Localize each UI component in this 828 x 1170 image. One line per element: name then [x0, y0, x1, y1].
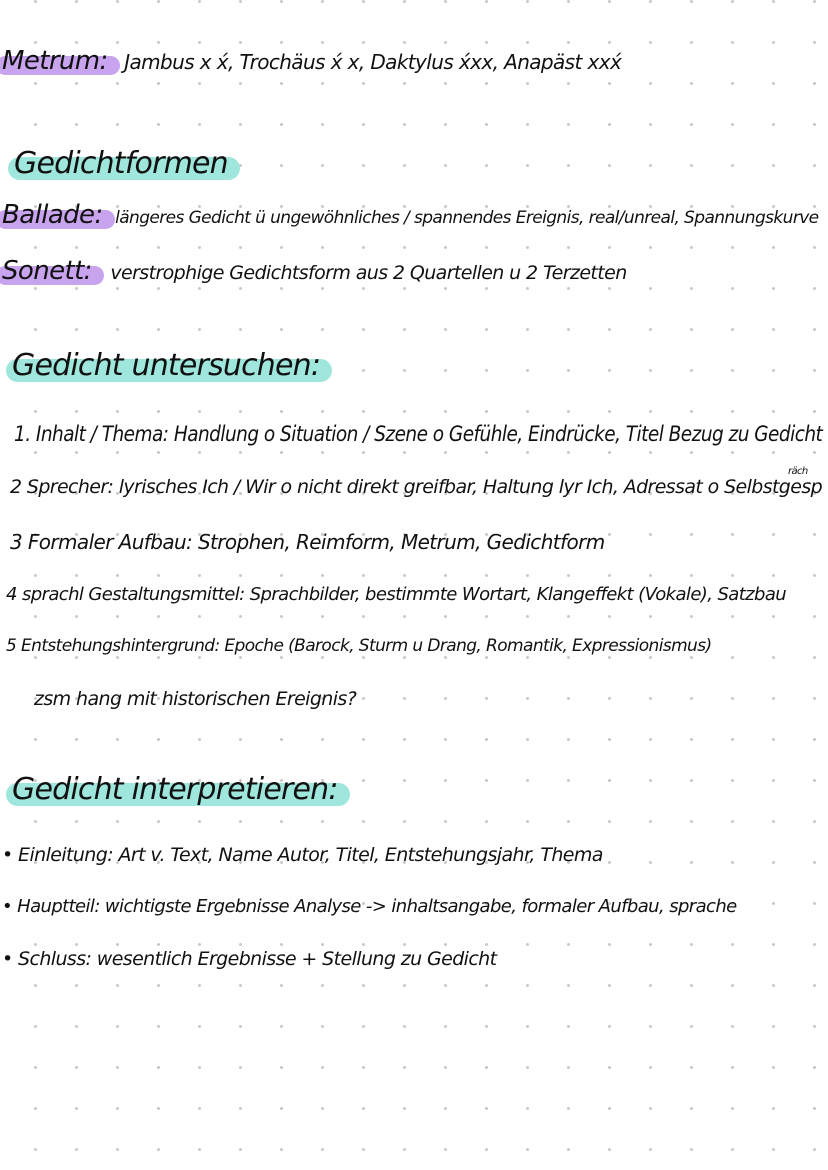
ballade-text: längeres Gedicht ü ungewöhnliches / spannendes Ereignis, real/unreal, Spannungskurve [115, 208, 819, 228]
gedichtformen-heading: Gedichtformen [12, 146, 234, 181]
interpretieren-item-2: • Hauptteil: wichtigste Ergebnisse Analyse -> inhaltsangabe, formaler Aufbau, sprache [2, 896, 737, 917]
interpretieren-heading: Gedicht interpretieren: [10, 772, 344, 807]
sonett-text: verstrophige Gedichtsform aus 2 Quartellen u 2 Terzetten [110, 262, 627, 284]
ballade-label: Ballade: [0, 200, 109, 230]
untersuchen-item-5: 5 Entstehungshintergrund: Epoche (Barock, Sturm u Drang, Romantik, Expressionismus) [6, 636, 712, 656]
metrum-text: Jambus x x́, Trochäus x́ x, Daktylus x́xx, Anapäst xxx́ [124, 50, 622, 74]
metrum-label: Metrum: [0, 46, 114, 76]
untersuchen-heading: Gedicht untersuchen: [10, 348, 326, 383]
interpretieren-item-1: • Einleitung: Art v. Text, Name Autor, Titel, Entstehungsjahr, Thema [2, 844, 603, 866]
untersuchen-item-2-text: 2 Sprecher: lyrisches Ich / Wir o nicht direkt greifbar, Haltung lyr Ich, Adressat o Selbstgesp [10, 476, 823, 498]
untersuchen-item-1: 1. Inhalt / Thema: Handlung o Situation / Szene o Gefühle, Eindrücke, Titel Bezug zu Gedicht [14, 422, 823, 446]
untersuchen-item-2 [10, 476, 822, 498]
sonett-line [0, 256, 627, 286]
sonett-label: Sonett: [0, 256, 98, 286]
interpretieren-item-3: • Schluss: wesentlich Ergebnisse + Stellung zu Gedicht [2, 948, 497, 970]
metrum-line [0, 46, 621, 76]
untersuchen-item-5-continued: zsm hang mit historischen Ereignis? [34, 688, 357, 710]
gedichtformen-heading-line [12, 146, 234, 181]
untersuchen-superscript: räch [788, 466, 808, 477]
interpretieren-heading-line [10, 772, 344, 807]
ballade-line [0, 200, 819, 230]
untersuchen-item-3: 3 Formaler Aufbau: Strophen, Reimform, Metrum, Gedichtform [10, 530, 605, 554]
untersuchen-heading-line [10, 348, 326, 383]
untersuchen-item-4: 4 sprachl Gestaltungsmittel: Sprachbilder, bestimmte Wortart, Klangeffekt (Vokale), Satzbau [6, 584, 787, 605]
